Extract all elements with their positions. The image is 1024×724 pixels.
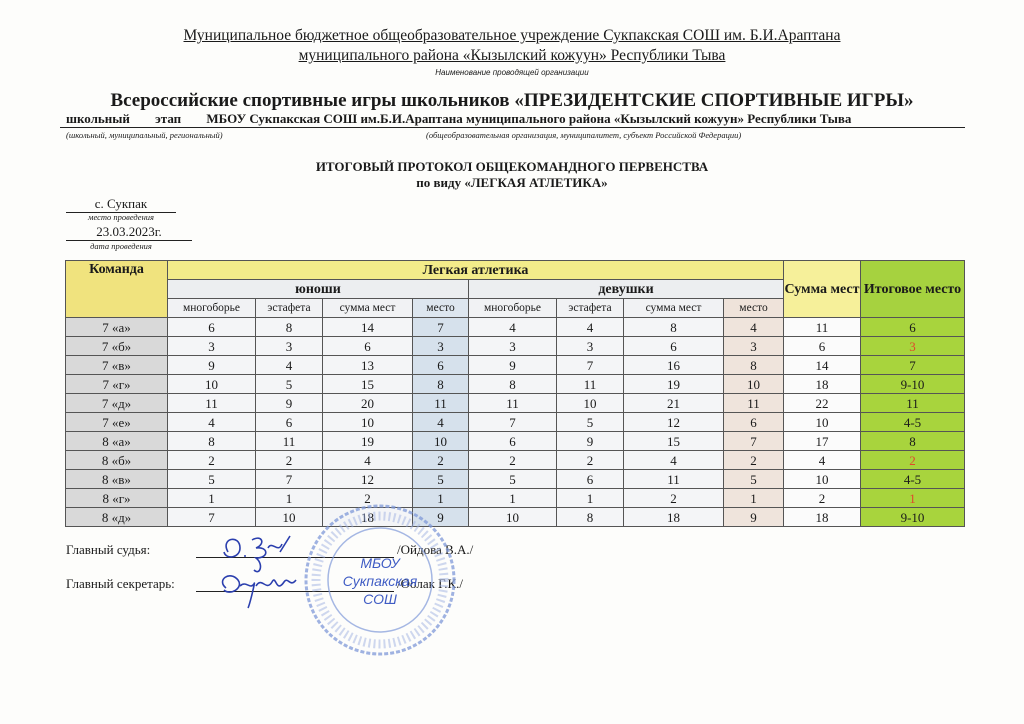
cell-final-place: 11 bbox=[861, 394, 965, 413]
cell-final-place: 8 bbox=[861, 432, 965, 451]
cell-girls-place: 4 bbox=[724, 318, 784, 337]
cell-boys-relay: 5 bbox=[256, 375, 323, 394]
cell-boys-place: 3 bbox=[413, 337, 469, 356]
cell-girls-multievent: 9 bbox=[469, 356, 557, 375]
cell-total-sum: 10 bbox=[784, 470, 861, 489]
cell-total-sum: 6 bbox=[784, 337, 861, 356]
cell-boys-relay: 11 bbox=[256, 432, 323, 451]
cell-boys-relay: 10 bbox=[256, 508, 323, 527]
header-final-place: Итоговое место bbox=[861, 261, 965, 318]
protocol-title: ИТОГОВЫЙ ПРОТОКОЛ ОБЩЕКОМАНДНОГО ПЕРВЕНСТВА bbox=[315, 159, 709, 174]
cell-boys-sum: 14 bbox=[323, 318, 413, 337]
cell-girls-sum: 19 bbox=[624, 375, 724, 394]
cell-boys-place: 7 bbox=[413, 318, 469, 337]
header-sum: Сумма мест bbox=[784, 261, 861, 318]
secretary-name: /Оолак Г.К./ bbox=[397, 576, 463, 591]
stage-line bbox=[60, 111, 965, 128]
cell-boys-multievent: 11 bbox=[168, 394, 256, 413]
cell-girls-place: 2 bbox=[724, 451, 784, 470]
cell-total-sum: 2 bbox=[784, 489, 861, 508]
cell-girls-relay: 4 bbox=[557, 318, 624, 337]
header-team: Команда bbox=[66, 261, 168, 318]
cell-boys-sum: 18 bbox=[323, 508, 413, 527]
cell-final-place: 3 bbox=[861, 337, 965, 356]
cell-girls-place: 3 bbox=[724, 337, 784, 356]
cell-boys-sum: 15 bbox=[323, 375, 413, 394]
cell-total-sum: 14 bbox=[784, 356, 861, 375]
cell-boys-relay: 6 bbox=[256, 413, 323, 432]
judge-label: Главный судья: bbox=[66, 542, 151, 557]
cell-team: 7 «б» bbox=[66, 337, 168, 356]
header-boys-multievent: многоборье bbox=[168, 299, 256, 318]
cell-girls-multievent: 3 bbox=[469, 337, 557, 356]
cell-boys-relay: 8 bbox=[256, 318, 323, 337]
cell-boys-place: 11 bbox=[413, 394, 469, 413]
cell-girls-sum: 11 bbox=[624, 470, 724, 489]
header-sport: Легкая атлетика bbox=[168, 261, 784, 280]
cell-boys-relay: 7 bbox=[256, 470, 323, 489]
cell-boys-relay: 1 bbox=[256, 489, 323, 508]
cell-girls-relay: 5 bbox=[557, 413, 624, 432]
table-row bbox=[66, 508, 965, 527]
cell-girls-relay: 8 bbox=[557, 508, 624, 527]
stage-caption-left: (школьный, муниципальный, региональный) bbox=[66, 130, 223, 140]
cell-girls-sum: 4 bbox=[624, 451, 724, 470]
cell-girls-relay: 6 bbox=[557, 470, 624, 489]
cell-final-place: 9-10 bbox=[861, 375, 965, 394]
cell-boys-relay: 2 bbox=[256, 451, 323, 470]
cell-boys-place: 8 bbox=[413, 375, 469, 394]
cell-total-sum: 10 bbox=[784, 413, 861, 432]
cell-boys-relay: 3 bbox=[256, 337, 323, 356]
stage-level: школьный bbox=[66, 111, 130, 126]
cell-girls-sum: 2 bbox=[624, 489, 724, 508]
cell-girls-sum: 16 bbox=[624, 356, 724, 375]
cell-total-sum: 17 bbox=[784, 432, 861, 451]
cell-boys-sum: 13 bbox=[323, 356, 413, 375]
cell-final-place: 6 bbox=[861, 318, 965, 337]
cell-boys-multievent: 9 bbox=[168, 356, 256, 375]
cell-girls-sum: 21 bbox=[624, 394, 724, 413]
header-boys-relay: эстафета bbox=[256, 299, 323, 318]
header-girls-place: место bbox=[724, 299, 784, 318]
cell-team: 8 «д» bbox=[66, 508, 168, 527]
cell-boys-sum: 2 bbox=[323, 489, 413, 508]
header-boys-place: место bbox=[413, 299, 469, 318]
header-girls: девушки bbox=[469, 280, 784, 299]
cell-girls-place: 11 bbox=[724, 394, 784, 413]
cell-boys-place: 2 bbox=[413, 451, 469, 470]
cell-team: 8 «г» bbox=[66, 489, 168, 508]
table-row bbox=[66, 318, 965, 337]
cell-total-sum: 22 bbox=[784, 394, 861, 413]
cell-girls-relay: 3 bbox=[557, 337, 624, 356]
cell-team: 7 «е» bbox=[66, 413, 168, 432]
stage-organization: МБОУ Сукпакская СОШ им.Б.И.Араптана муниципального района «Кызылский кожуун» Республики Тыва bbox=[206, 111, 852, 126]
stage-caption-right: (общеобразовательная организация, муниципалитет, субъект Российской Федерации) bbox=[426, 130, 742, 140]
cell-team: 8 «а» bbox=[66, 432, 168, 451]
cell-girls-relay: 11 bbox=[557, 375, 624, 394]
venue-value: с. Сукпак bbox=[66, 196, 176, 213]
cell-boys-multievent: 5 bbox=[168, 470, 256, 489]
cell-boys-multievent: 8 bbox=[168, 432, 256, 451]
cell-boys-multievent: 6 bbox=[168, 318, 256, 337]
cell-boys-place: 6 bbox=[413, 356, 469, 375]
cell-boys-sum: 6 bbox=[323, 337, 413, 356]
cell-boys-multievent: 3 bbox=[168, 337, 256, 356]
cell-boys-sum: 12 bbox=[323, 470, 413, 489]
cell-girls-place: 9 bbox=[724, 508, 784, 527]
cell-total-sum: 18 bbox=[784, 508, 861, 527]
cell-girls-place: 1 bbox=[724, 489, 784, 508]
cell-boys-multievent: 1 bbox=[168, 489, 256, 508]
cell-girls-place: 8 bbox=[724, 356, 784, 375]
cell-girls-multievent: 4 bbox=[469, 318, 557, 337]
cell-total-sum: 18 bbox=[784, 375, 861, 394]
cell-girls-sum: 15 bbox=[624, 432, 724, 451]
cell-boys-multievent: 2 bbox=[168, 451, 256, 470]
stamp-line-1: МБОУ bbox=[360, 555, 400, 571]
table-row bbox=[66, 413, 965, 432]
table-row bbox=[66, 451, 965, 470]
cell-girls-place: 10 bbox=[724, 375, 784, 394]
table-row bbox=[66, 432, 965, 451]
cell-team: 8 «в» bbox=[66, 470, 168, 489]
cell-boys-multievent: 7 bbox=[168, 508, 256, 527]
table-row bbox=[66, 489, 965, 508]
date-value: 23.03.2023г. bbox=[66, 224, 192, 241]
cell-girls-relay: 10 bbox=[557, 394, 624, 413]
table-row bbox=[66, 394, 965, 413]
protocol-title-block bbox=[0, 159, 1024, 191]
cell-girls-multievent: 7 bbox=[469, 413, 557, 432]
cell-boys-place: 5 bbox=[413, 470, 469, 489]
cell-girls-relay: 9 bbox=[557, 432, 624, 451]
cell-boys-sum: 19 bbox=[323, 432, 413, 451]
cell-girls-sum: 12 bbox=[624, 413, 724, 432]
header-girls-relay: эстафета bbox=[557, 299, 624, 318]
cell-boys-place: 9 bbox=[413, 508, 469, 527]
cell-boys-place: 10 bbox=[413, 432, 469, 451]
secretary-label: Главный секретарь: bbox=[66, 576, 175, 591]
results-table bbox=[65, 260, 965, 527]
protocol-subtitle: по виду «ЛЕГКАЯ АТЛЕТИКА» bbox=[416, 175, 608, 190]
cell-girls-multievent: 5 bbox=[469, 470, 557, 489]
official-stamp bbox=[300, 500, 460, 660]
judge-signature bbox=[224, 536, 290, 572]
cell-boys-sum: 4 bbox=[323, 451, 413, 470]
cell-boys-place: 4 bbox=[413, 413, 469, 432]
cell-boys-relay: 4 bbox=[256, 356, 323, 375]
cell-girls-sum: 6 bbox=[624, 337, 724, 356]
cell-girls-sum: 8 bbox=[624, 318, 724, 337]
stamp-line-2: Сукпакская bbox=[342, 573, 418, 589]
cell-final-place: 1 bbox=[861, 489, 965, 508]
cell-boys-relay: 9 bbox=[256, 394, 323, 413]
header-boys-sum: сумма мест bbox=[323, 299, 413, 318]
cell-girls-multievent: 10 bbox=[469, 508, 557, 527]
cell-boys-multievent: 4 bbox=[168, 413, 256, 432]
organization-name bbox=[0, 26, 1024, 66]
cell-total-sum: 4 bbox=[784, 451, 861, 470]
cell-team: 7 «г» bbox=[66, 375, 168, 394]
cell-girls-multievent: 6 bbox=[469, 432, 557, 451]
cell-total-sum: 11 bbox=[784, 318, 861, 337]
header-girls-multievent: многоборье bbox=[469, 299, 557, 318]
organization-caption: Наименование проводящей организации bbox=[435, 68, 589, 77]
secretary-signature bbox=[223, 576, 296, 608]
cell-boys-sum: 20 bbox=[323, 394, 413, 413]
cell-girls-relay: 7 bbox=[557, 356, 624, 375]
header-boys: юноши bbox=[168, 280, 469, 299]
cell-girls-sum: 18 bbox=[624, 508, 724, 527]
cell-girls-multievent: 2 bbox=[469, 451, 557, 470]
cell-girls-relay: 2 bbox=[557, 451, 624, 470]
judge-name: /Ойдова В.А./ bbox=[397, 542, 474, 557]
cell-girls-multievent: 1 bbox=[469, 489, 557, 508]
table-row bbox=[66, 375, 965, 394]
cell-girls-place: 7 bbox=[724, 432, 784, 451]
cell-final-place: 2 bbox=[861, 451, 965, 470]
table-row bbox=[66, 337, 965, 356]
cell-girls-place: 5 bbox=[724, 470, 784, 489]
organization-line-1: Муниципальное бюджетное общеобразовательное учреждение Сукпакская СОШ им. Б.И.Араптана bbox=[183, 27, 841, 44]
cell-team: 7 «д» bbox=[66, 394, 168, 413]
results-body bbox=[66, 318, 965, 527]
stamp-line-3: СОШ bbox=[363, 591, 397, 607]
stage-word: этап bbox=[155, 111, 182, 126]
date-caption: дата проведения bbox=[90, 241, 152, 251]
cell-final-place: 4-5 bbox=[861, 470, 965, 489]
cell-boys-place: 1 bbox=[413, 489, 469, 508]
cell-team: 7 «в» bbox=[66, 356, 168, 375]
table-row bbox=[66, 356, 965, 375]
cell-girls-relay: 1 bbox=[557, 489, 624, 508]
cell-girls-multievent: 8 bbox=[469, 375, 557, 394]
cell-final-place: 7 bbox=[861, 356, 965, 375]
cell-girls-place: 6 bbox=[724, 413, 784, 432]
cell-team: 7 «а» bbox=[66, 318, 168, 337]
cell-final-place: 4-5 bbox=[861, 413, 965, 432]
table-row bbox=[66, 470, 965, 489]
cell-team: 8 «б» bbox=[66, 451, 168, 470]
cell-girls-multievent: 11 bbox=[469, 394, 557, 413]
cell-boys-multievent: 10 bbox=[168, 375, 256, 394]
organization-line-2: муниципального района «Кызылский кожуун» Республики Тыва bbox=[298, 47, 726, 64]
cell-boys-sum: 10 bbox=[323, 413, 413, 432]
cell-final-place: 9-10 bbox=[861, 508, 965, 527]
games-title: Всероссийские спортивные игры школьников «ПРЕЗИДЕНТСКИЕ СПОРТИВНЫЕ ИГРЫ» bbox=[110, 90, 914, 111]
venue-caption: место проведения bbox=[88, 212, 154, 222]
header-girls-sum: сумма мест bbox=[624, 299, 724, 318]
